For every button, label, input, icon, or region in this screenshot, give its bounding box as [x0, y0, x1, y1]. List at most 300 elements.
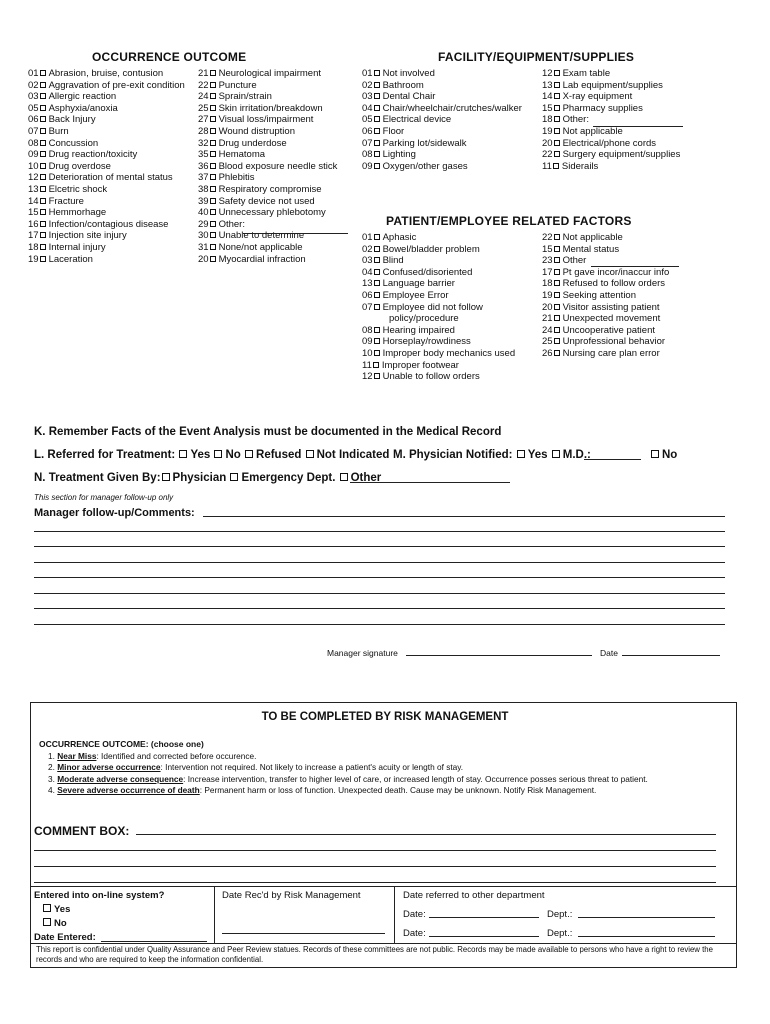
occurrence-checkbox[interactable]: [210, 209, 216, 215]
occurrence-checkbox[interactable]: [210, 82, 216, 88]
occurrence-checkbox[interactable]: [210, 93, 216, 99]
facility-item-label: Not applicable: [562, 126, 623, 137]
referred-refused-label: Refused: [256, 449, 302, 461]
occurrence-item[interactable]: [28, 230, 127, 242]
facility-item[interactable]: [542, 138, 656, 150]
occurrence-item[interactable]: [28, 219, 168, 231]
patient-item[interactable]: [362, 267, 472, 279]
risk-outcome-term: Severe adverse occurrence of death: [57, 785, 200, 796]
facility-item-number: 02: [362, 79, 373, 91]
section-l: [34, 449, 389, 461]
referred-dept-line-1[interactable]: [578, 917, 715, 918]
occurrence-item[interactable]: [198, 91, 272, 103]
patient-item[interactable]: [362, 290, 449, 302]
patient-item[interactable]: [362, 371, 480, 383]
facility-item-number: 13: [542, 79, 553, 91]
grid-divider-1: [214, 886, 215, 943]
occurrence-item[interactable]: [198, 172, 255, 184]
entered-online-label: Entered into on-line system?: [34, 890, 165, 901]
occurrence-checkbox[interactable]: [210, 174, 216, 180]
manager-signature-label: Manager signature: [327, 648, 398, 658]
patient-checkbox[interactable]: [554, 327, 560, 333]
facility-checkbox[interactable]: [374, 140, 380, 146]
patient-checkbox[interactable]: [554, 315, 560, 321]
patient-item-label: Refused to follow orders: [562, 278, 666, 290]
occurrence-checkbox[interactable]: [210, 244, 216, 250]
physician-yes-checkbox[interactable]: [517, 450, 525, 458]
occurrence-item[interactable]: [198, 103, 323, 115]
referred-date-line-2[interactable]: [429, 936, 539, 937]
patient-item[interactable]: [362, 244, 480, 256]
date-recd-line[interactable]: [222, 933, 385, 934]
occurrence-checkbox[interactable]: [40, 174, 46, 180]
facility-item-label: Dental Chair: [382, 91, 436, 103]
occurrence-item[interactable]: [198, 80, 257, 92]
patient-item[interactable]: [542, 290, 636, 302]
occurrence-checkbox[interactable]: [40, 232, 46, 238]
occurrence-checkbox[interactable]: [40, 105, 46, 111]
patient-checkbox[interactable]: [554, 280, 560, 286]
patient-item-number: 21: [542, 313, 553, 325]
patient-checkbox[interactable]: [554, 234, 560, 240]
facility-item[interactable]: [542, 126, 623, 138]
occurrence-item[interactable]: [28, 80, 185, 92]
patient-item[interactable]: [362, 348, 515, 360]
manager-signature-line[interactable]: [406, 655, 592, 656]
occurrence-item-number: 09: [28, 149, 39, 161]
patient-checkbox[interactable]: [374, 373, 380, 379]
patient-item[interactable]: [542, 267, 669, 279]
facility-checkbox[interactable]: [374, 163, 380, 169]
facility-other-line[interactable]: [593, 126, 683, 127]
occurrence-item[interactable]: [198, 114, 313, 126]
facility-item[interactable]: [362, 161, 468, 173]
patient-item-label: Employee did not follow: [382, 301, 483, 313]
patient-checkbox[interactable]: [374, 292, 380, 298]
facility-item[interactable]: [362, 68, 435, 80]
occurrence-item-number: 31: [198, 242, 209, 253]
risk-outcome-heading: OCCURRENCE OUTCOME: (choose one): [39, 739, 204, 749]
risk-outcome-item[interactable]: [48, 762, 463, 774]
occurrence-checkbox[interactable]: [40, 209, 46, 215]
facility-item[interactable]: [542, 91, 632, 103]
patient-checkbox[interactable]: [374, 338, 380, 344]
patient-item-number: 24: [542, 324, 553, 336]
occurrence-item-number: 20: [198, 253, 209, 265]
patient-checkbox[interactable]: [374, 327, 380, 333]
patient-checkbox[interactable]: [374, 269, 380, 275]
manager-comment-line-6[interactable]: [34, 593, 725, 594]
occurrence-checkbox[interactable]: [40, 82, 46, 88]
patient-item[interactable]: [362, 302, 483, 314]
facility-item-number: 15: [542, 102, 553, 114]
facility-item[interactable]: [362, 138, 467, 150]
occurrence-checkbox[interactable]: [210, 256, 216, 262]
occurrence-item[interactable]: [28, 172, 173, 184]
facility-item-number: 12: [542, 68, 553, 79]
facility-item[interactable]: [542, 161, 598, 173]
occurrence-item-label: Allergic reaction: [48, 91, 117, 103]
facility-checkbox[interactable]: [374, 151, 380, 157]
occurrence-item-number: 08: [28, 137, 39, 149]
facility-item[interactable]: [362, 91, 435, 103]
occurrence-item-number: 07: [28, 126, 39, 137]
occurrence-item[interactable]: [198, 254, 306, 266]
patient-item-number: 11: [362, 359, 372, 371]
patient-item[interactable]: [542, 313, 660, 325]
entered-yes-label: Yes: [54, 904, 71, 915]
facility-item[interactable]: [542, 149, 680, 161]
occurrence-item[interactable]: [28, 103, 118, 115]
physician-md-label: M.D.:: [562, 449, 591, 461]
occurrence-checkbox[interactable]: [40, 93, 46, 99]
occurrence-checkbox[interactable]: [210, 128, 216, 134]
physician-no-checkbox[interactable]: [651, 450, 659, 458]
occurrence-item-label: Other:: [218, 218, 245, 230]
occurrence-item-number: 21: [198, 68, 209, 79]
risk-outcome-item[interactable]: [48, 785, 596, 797]
patient-item-label: Mental status: [562, 243, 620, 255]
facility-item-number: 22: [542, 149, 553, 161]
manager-comment-line-2[interactable]: [34, 531, 725, 532]
grid-bottom-rule: [30, 943, 737, 944]
occurrence-item-number: 18: [28, 242, 39, 253]
facility-item-number: 05: [362, 114, 373, 126]
occurrence-item-label: Elcetric shock: [48, 184, 108, 195]
referred-date-line-1[interactable]: [429, 917, 539, 918]
occurrence-item-number: 40: [198, 207, 209, 219]
occurrence-checkbox[interactable]: [40, 151, 46, 157]
patient-item-number: 10: [362, 348, 373, 359]
treatment-physician-label: Physician: [172, 472, 227, 484]
comment-line-2[interactable]: [34, 850, 716, 851]
facility-checkbox[interactable]: [374, 82, 380, 88]
facility-item[interactable]: [542, 80, 663, 92]
occurrence-item-number: 16: [28, 218, 39, 230]
occurrence-item-label: Asphyxia/anoxia: [48, 102, 118, 114]
risk-outcome-number: 2.: [48, 762, 58, 773]
physician-md-checkbox[interactable]: [552, 450, 560, 458]
patient-item-number: 19: [542, 290, 553, 301]
occurrence-item-label: Hematoma: [218, 149, 266, 161]
occurrence-checkbox[interactable]: [210, 198, 216, 204]
md-name-line[interactable]: [584, 459, 641, 460]
patient-item[interactable]: [362, 232, 416, 244]
occurrence-item-label: Deterioration of mental status: [48, 172, 173, 184]
occurrence-item-label: Wound distruption: [218, 126, 295, 137]
patient-item-number: 04: [362, 266, 373, 278]
date-entered-line[interactable]: [101, 941, 207, 942]
patient-item[interactable]: [362, 360, 459, 372]
occurrence-item[interactable]: [28, 207, 106, 219]
patient-checkbox[interactable]: [374, 280, 380, 286]
facility-item-label: Lighting: [382, 149, 416, 161]
facility-item-label: Electrical/phone cords: [562, 137, 657, 149]
facility-item[interactable]: [362, 80, 424, 92]
occurrence-checkbox[interactable]: [40, 198, 46, 204]
occurrence-item[interactable]: [28, 161, 111, 173]
patient-item-number: 01: [362, 232, 373, 243]
referred-refused-checkbox[interactable]: [245, 450, 253, 458]
occurrence-item[interactable]: [28, 91, 116, 103]
facility-checkbox[interactable]: [554, 151, 560, 157]
occurrence-checkbox[interactable]: [40, 163, 46, 169]
grid-divider-2: [394, 886, 395, 943]
treatment-physician-checkbox[interactable]: [162, 473, 170, 481]
patient-checkbox[interactable]: [373, 362, 379, 368]
occurrence-item-label: Myocardial infraction: [218, 253, 306, 265]
comment-line-3[interactable]: [34, 866, 716, 867]
occurrence-item-label: Respiratory compromise: [218, 184, 322, 195]
occurrence-item[interactable]: [198, 161, 337, 173]
occurrence-item[interactable]: [28, 68, 163, 80]
treatment-emergency-label: Emergency Dept.: [241, 472, 336, 484]
comment-box-label: COMMENT BOX:: [34, 824, 130, 838]
occurrence-item-number: 39: [198, 195, 209, 207]
manager-comment-line-4[interactable]: [34, 562, 725, 563]
facility-checkbox[interactable]: [374, 70, 380, 76]
facility-item-label: Floor: [382, 126, 405, 137]
occurrence-item[interactable]: [198, 196, 315, 208]
patient-checkbox[interactable]: [374, 246, 380, 252]
referred-not-indicated-checkbox[interactable]: [306, 450, 314, 458]
occurrence-item[interactable]: [28, 254, 93, 266]
occurrence-item[interactable]: [198, 207, 326, 219]
referred-yes-checkbox[interactable]: [179, 450, 187, 458]
risk-outcome-item[interactable]: [48, 751, 256, 763]
patient-item-number: 12: [362, 371, 373, 383]
facility-checkbox[interactable]: [374, 128, 380, 134]
referred-no-checkbox[interactable]: [214, 450, 222, 458]
manager-comment-line-5[interactable]: [34, 577, 725, 578]
facility-item[interactable]: [542, 114, 589, 126]
occurrence-item[interactable]: [28, 196, 84, 208]
manager-comment-line-1[interactable]: [203, 516, 725, 517]
occurrence-item[interactable]: [198, 68, 321, 80]
patient-checkbox[interactable]: [374, 350, 380, 356]
occurrence-item-number: 37: [198, 172, 209, 184]
risk-outcome-item[interactable]: [48, 774, 648, 786]
patient-item-label: Unable to follow orders: [382, 371, 480, 383]
facility-checkbox[interactable]: [374, 116, 380, 122]
occurrence-checkbox[interactable]: [210, 140, 216, 146]
facility-checkbox[interactable]: [554, 82, 560, 88]
patient-item-label: Horseplay/rowdiness: [382, 336, 471, 348]
occurrence-checkbox[interactable]: [210, 163, 216, 169]
referred-not-indicated-label: Not Indicated: [316, 449, 390, 461]
patient-item-label: Language barrier: [382, 278, 455, 290]
occurrence-checkbox[interactable]: [210, 221, 216, 227]
occurrence-outcome-title: OCCURRENCE OUTCOME: [92, 50, 247, 64]
occurrence-checkbox[interactable]: [40, 70, 46, 76]
facility-item[interactable]: [362, 149, 416, 161]
facility-checkbox[interactable]: [554, 116, 560, 122]
occurrence-checkbox[interactable]: [210, 70, 216, 76]
occurrence-item[interactable]: [198, 126, 295, 138]
patient-checkbox[interactable]: [554, 257, 560, 263]
occurrence-item-label: Injection site injury: [48, 230, 127, 242]
referred-dept-line-2[interactable]: [578, 936, 715, 937]
patient-checkbox[interactable]: [554, 246, 560, 252]
occurrence-item[interactable]: [198, 242, 303, 254]
patient-item[interactable]: [362, 313, 459, 325]
patient-item[interactable]: [362, 278, 455, 290]
occurrence-checkbox[interactable]: [210, 186, 216, 192]
occurrence-checkbox[interactable]: [40, 140, 46, 146]
section-m: [393, 449, 591, 461]
grid-top-rule: [30, 886, 737, 887]
patient-checkbox[interactable]: [554, 350, 560, 356]
facility-checkbox[interactable]: [554, 128, 560, 134]
risk-outcome-description: : Increase intervention, transfer to higher level of care, or increased length of stay. Occurrence posses serious threat to patient.: [183, 773, 648, 784]
manager-date-label: Date: [600, 648, 618, 658]
occurrence-checkbox[interactable]: [210, 116, 216, 122]
manager-comment-line-7[interactable]: [34, 608, 725, 609]
patient-item-number: 09: [362, 336, 373, 348]
occurrence-item[interactable]: [28, 126, 69, 138]
facility-item[interactable]: [362, 103, 522, 115]
patient-other-line[interactable]: [591, 266, 679, 267]
facility-item[interactable]: [542, 68, 610, 80]
patient-item-number: 18: [542, 278, 553, 290]
treatment-other-line[interactable]: [350, 482, 510, 483]
manager-comment-line-3[interactable]: [34, 546, 725, 547]
risk-outcome-description: : Permanent harm or loss of function. Unexpected death. Cause may be unknown. Notify Risk Management.: [199, 785, 597, 796]
occurrence-item-label: Hemmorhage: [48, 207, 107, 219]
comment-line-4[interactable]: [34, 882, 716, 883]
occurrence-checkbox[interactable]: [40, 128, 46, 134]
patient-item[interactable]: [542, 278, 665, 290]
occurrence-item[interactable]: [198, 138, 287, 150]
occurrence-item-number: 03: [28, 91, 39, 103]
patient-checkbox[interactable]: [374, 257, 380, 263]
occurrence-item[interactable]: [28, 242, 106, 254]
patient-item[interactable]: [542, 336, 665, 348]
occurrence-item-number: 27: [198, 114, 209, 126]
facility-checkbox[interactable]: [554, 140, 560, 146]
occurrence-checkbox[interactable]: [40, 186, 46, 192]
patient-item-label: Seeking attention: [562, 290, 636, 301]
manager-comment-line-8[interactable]: [34, 624, 725, 625]
referred-yes-label: Yes: [190, 449, 211, 461]
occurrence-item-number: 05: [28, 102, 39, 114]
occurrence-checkbox[interactable]: [40, 221, 46, 227]
manager-date-line[interactable]: [622, 655, 720, 656]
patient-item-label: Not applicable: [562, 232, 623, 243]
occurrence-item[interactable]: [28, 138, 98, 150]
facility-item[interactable]: [542, 103, 643, 115]
occurrence-item-label: Safety device not used: [218, 195, 315, 207]
occurrence-item-label: Infection/contagious disease: [48, 218, 169, 230]
facility-checkbox[interactable]: [554, 93, 560, 99]
entered-yes-checkbox[interactable]: [43, 904, 51, 912]
facility-item-label: Other:: [562, 114, 589, 126]
occurrence-item-label: Burn: [48, 126, 69, 137]
patient-checkbox[interactable]: [374, 304, 380, 310]
occurrence-item-number: 19: [28, 253, 39, 265]
occurrence-item-number: 10: [28, 160, 39, 172]
patient-item-label: Unexpected movement: [562, 313, 661, 325]
patient-checkbox[interactable]: [374, 234, 380, 240]
patient-checkbox[interactable]: [554, 338, 560, 344]
facility-checkbox[interactable]: [553, 163, 559, 169]
occurrence-checkbox[interactable]: [40, 256, 46, 262]
section-l-label: L. Referred for Treatment:: [34, 449, 176, 461]
occurrence-item[interactable]: [198, 219, 245, 231]
patient-item[interactable]: [542, 244, 619, 256]
facility-checkbox[interactable]: [374, 93, 380, 99]
occurrence-checkbox[interactable]: [210, 232, 216, 238]
treatment-emergency-checkbox[interactable]: [230, 473, 238, 481]
occurrence-item-label: Laceration: [48, 253, 93, 265]
patient-checkbox[interactable]: [554, 269, 560, 275]
patient-item[interactable]: [362, 255, 404, 267]
risk-outcome-term: Near Miss: [57, 751, 97, 761]
occurrence-checkbox[interactable]: [210, 151, 216, 157]
occurrence-item-number: 02: [28, 79, 39, 91]
patient-checkbox[interactable]: [554, 292, 560, 298]
patient-checkbox[interactable]: [554, 304, 560, 310]
patient-item[interactable]: [542, 232, 623, 244]
entered-no-checkbox[interactable]: [43, 918, 51, 926]
facility-item-label: Lab equipment/supplies: [562, 79, 663, 91]
occurrence-item[interactable]: [198, 184, 322, 196]
patient-item[interactable]: [362, 336, 471, 348]
facility-checkbox[interactable]: [554, 105, 560, 111]
referred-no-label: No: [225, 449, 241, 461]
risk-outcome-term: Minor adverse occurrence: [57, 762, 161, 773]
occurrence-item-label: Back Injury: [48, 114, 96, 126]
facility-item-label: Not involved: [382, 68, 435, 79]
facility-item-label: Pharmacy supplies: [562, 102, 643, 114]
occurrence-item-number: 30: [198, 230, 209, 242]
patient-item-number: 20: [542, 301, 553, 313]
occurrence-item-number: 06: [28, 114, 39, 126]
facility-checkbox[interactable]: [554, 70, 560, 76]
occurrence-checkbox[interactable]: [40, 244, 46, 250]
occurrence-checkbox[interactable]: [40, 116, 46, 122]
facility-item[interactable]: [362, 126, 404, 138]
patient-item[interactable]: [362, 325, 455, 337]
occurrence-item[interactable]: [28, 149, 137, 161]
patient-item[interactable]: [542, 348, 660, 360]
patient-item[interactable]: [542, 255, 586, 267]
facility-item-number: 09: [362, 160, 373, 172]
patient-item[interactable]: [542, 302, 660, 314]
facility-item-number: 20: [542, 137, 553, 149]
occurrence-item[interactable]: [198, 149, 265, 161]
patient-item-number: 13: [362, 278, 373, 290]
occurrence-item[interactable]: [28, 114, 96, 126]
facility-item-number: 03: [362, 91, 373, 103]
referred-dept-label-2: Dept.:: [547, 928, 573, 939]
patient-item-label: Improper footwear: [381, 359, 459, 371]
comment-line-1[interactable]: [136, 834, 716, 835]
occurrence-item-label: Drug underdose: [218, 137, 287, 149]
patient-item[interactable]: [542, 325, 655, 337]
occurrence-checkbox[interactable]: [210, 105, 216, 111]
patient-item-label: Employee Error: [382, 290, 449, 301]
patient-item-number: 02: [362, 243, 373, 255]
facility-checkbox[interactable]: [374, 105, 380, 111]
facility-item[interactable]: [362, 114, 451, 126]
occurrence-item-number: 32: [198, 137, 209, 149]
patient-item-number: 23: [542, 255, 553, 267]
occurrence-other-line[interactable]: [243, 233, 348, 234]
patient-item-number: 08: [362, 324, 373, 336]
treatment-other-checkbox[interactable]: [340, 473, 348, 481]
occurrence-item[interactable]: [28, 184, 107, 196]
